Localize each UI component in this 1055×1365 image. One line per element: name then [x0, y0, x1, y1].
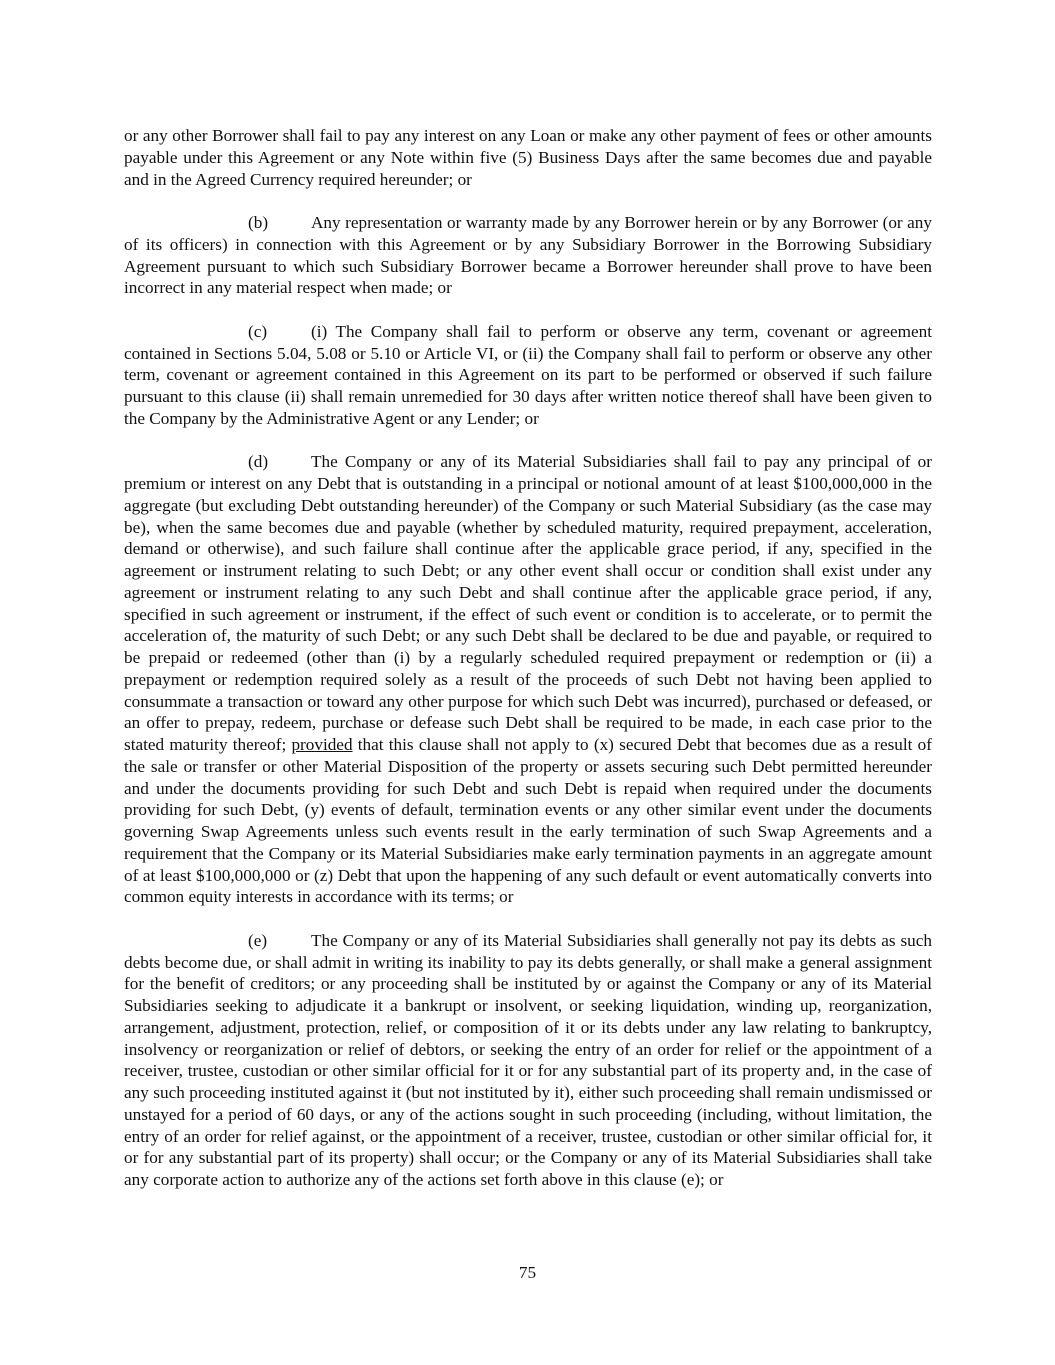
paragraph-c — [124, 321, 932, 430]
page-number: 75 — [518, 1263, 537, 1282]
clause-label-d: (d) — [248, 452, 269, 472]
paragraph-a-continuation — [124, 125, 932, 190]
paragraph-d — [124, 451, 932, 908]
paragraph-b-text: Any representation or warranty made by any Borrower herein or by any Borrower (or any of its officers) in connection with this Agreement or by any Subsidiary Borrower in the Borrowing Subsidiary Agreement pursuant to which such Subsidiary Borrower became a Borrower hereunder shall prove to have been incorrect in any material respect when made; or — [124, 213, 932, 298]
clause-label-b: (b) — [248, 213, 269, 232]
provided-term: provided — [291, 735, 353, 754]
paragraph-e — [124, 930, 932, 1191]
paragraph-d-text-after: that this clause shall not apply to (x) secured Debt that becomes due as a result of the sale or transfer or other Material Disposition of the property or assets securing such Debt permitted hereunder and under the documents providing for such Debt and such Debt is repaid when required under the documents providing for such Debt, (y) events of default, termination events or any other similar event under the documents governing Swap Agreements unless such events result in the early termination of such Swap Agreements and a requirement that the Company or its Material Subsidiaries make early termination payments in an aggregate amount of at least $100,000,000 or (z) Debt that upon the happening of any such default or event automatically converts into common equity interests in accordance with its terms; or — [124, 735, 932, 907]
paragraph-a-text: or any other Borrower shall fail to pay any interest on any Loan or make any other payment of fees or other amounts payable under this Agreement or any Note within five (5) Business Days after the same becomes due and payable and in the Agreed Currency required hereunder; or — [124, 126, 932, 189]
document-page — [124, 125, 932, 1191]
clause-label-c: (c) — [248, 321, 268, 341]
clause-label-e: (e) — [248, 930, 268, 950]
paragraph-b — [124, 212, 932, 299]
paragraph-c-text: (i) The Company shall fail to perform or observe any term, covenant or agreement contained in Sections 5.04, 5.08 or 5.10 or Article VI, or (ii) the Company shall fail to perform or observe any other term, covenant or agreement contained in this Agreement on its part to be performed or observed if such failure pursuant to this clause (ii) shall remain unremedied for 30 days after written notice thereof shall have been given to the Company by the Administrative Agent or any Lender; or — [124, 321, 932, 428]
paragraph-d-text-before: The Company or any of its Material Subsidiaries shall fail to pay any principal of or premium or interest on any Debt that is outstanding in a principal or notional amount of at least $100,000,000 in the aggregate (but excluding Debt outstanding hereunder) of the Company or such Material Subsidiary (as the case may be), when the same becomes due and payable (whether by scheduled maturity, required prepayment, acceleration, demand or otherwise), and such failure shall continue after the applicable grace period, if any, specified in the agreement or instrument relating to such Debt; or any other event shall occur or condition shall exist under any agreement or instrument relating to any such Debt and shall continue after the applicable grace period, if any, specified in such agreement or instrument, if the effect of such event or condition is to accelerate, or to permit the acceleration of, the maturity of such Debt; or any such Debt shall be declared to be due and payable, or required to be prepaid or redeemed (other than (i) by a regularly scheduled required prepayment or redemption or (ii) a prepayment or redemption required solely as a result of the proceeds of such Debt not having been applied to consummate a transaction or toward any other purpose for which such Debt was incurred), purchased or defeased, or an offer to prepay, redeem, purchase or defease such Debt shall be required to be made, in each case prior to the stated maturity thereof; — [124, 452, 932, 754]
paragraph-e-text: The Company or any of its Material Subsidiaries shall generally not pay its debts as such debts become due, or shall admit in writing its inability to pay its debts generally, or shall make a general assignment for the benefit of creditors; or any proceeding shall be instituted by or against the Company or any of its Material Subsidiaries seeking to adjudicate it a bankrupt or insolvent, or seeking liquidation, winding up, reorganization, arrangement, adjustment, protection, relief, or composition of it or its debts under any law relating to bankruptcy, insolvency or reorganization or relief of debtors, or seeking the entry of an order for relief or the appointment of a receiver, trustee, custodian or other similar official for it or for any substantial part of its property and, in the case of any such proceeding instituted against it (but not instituted by it), either such proceeding shall remain undismissed or unstayed for a period of 60 days, or any of the actions sought in such proceeding (including, without limitation, the entry of an order for relief against, or the appointment of a receiver, trustee, custodian or other similar official for, it or for any substantial part of its property) shall occur; or the Company or any of its Material Subsidiaries shall take any corporate action to authorize any of the actions set forth above in this clause (e); or — [124, 930, 932, 1189]
